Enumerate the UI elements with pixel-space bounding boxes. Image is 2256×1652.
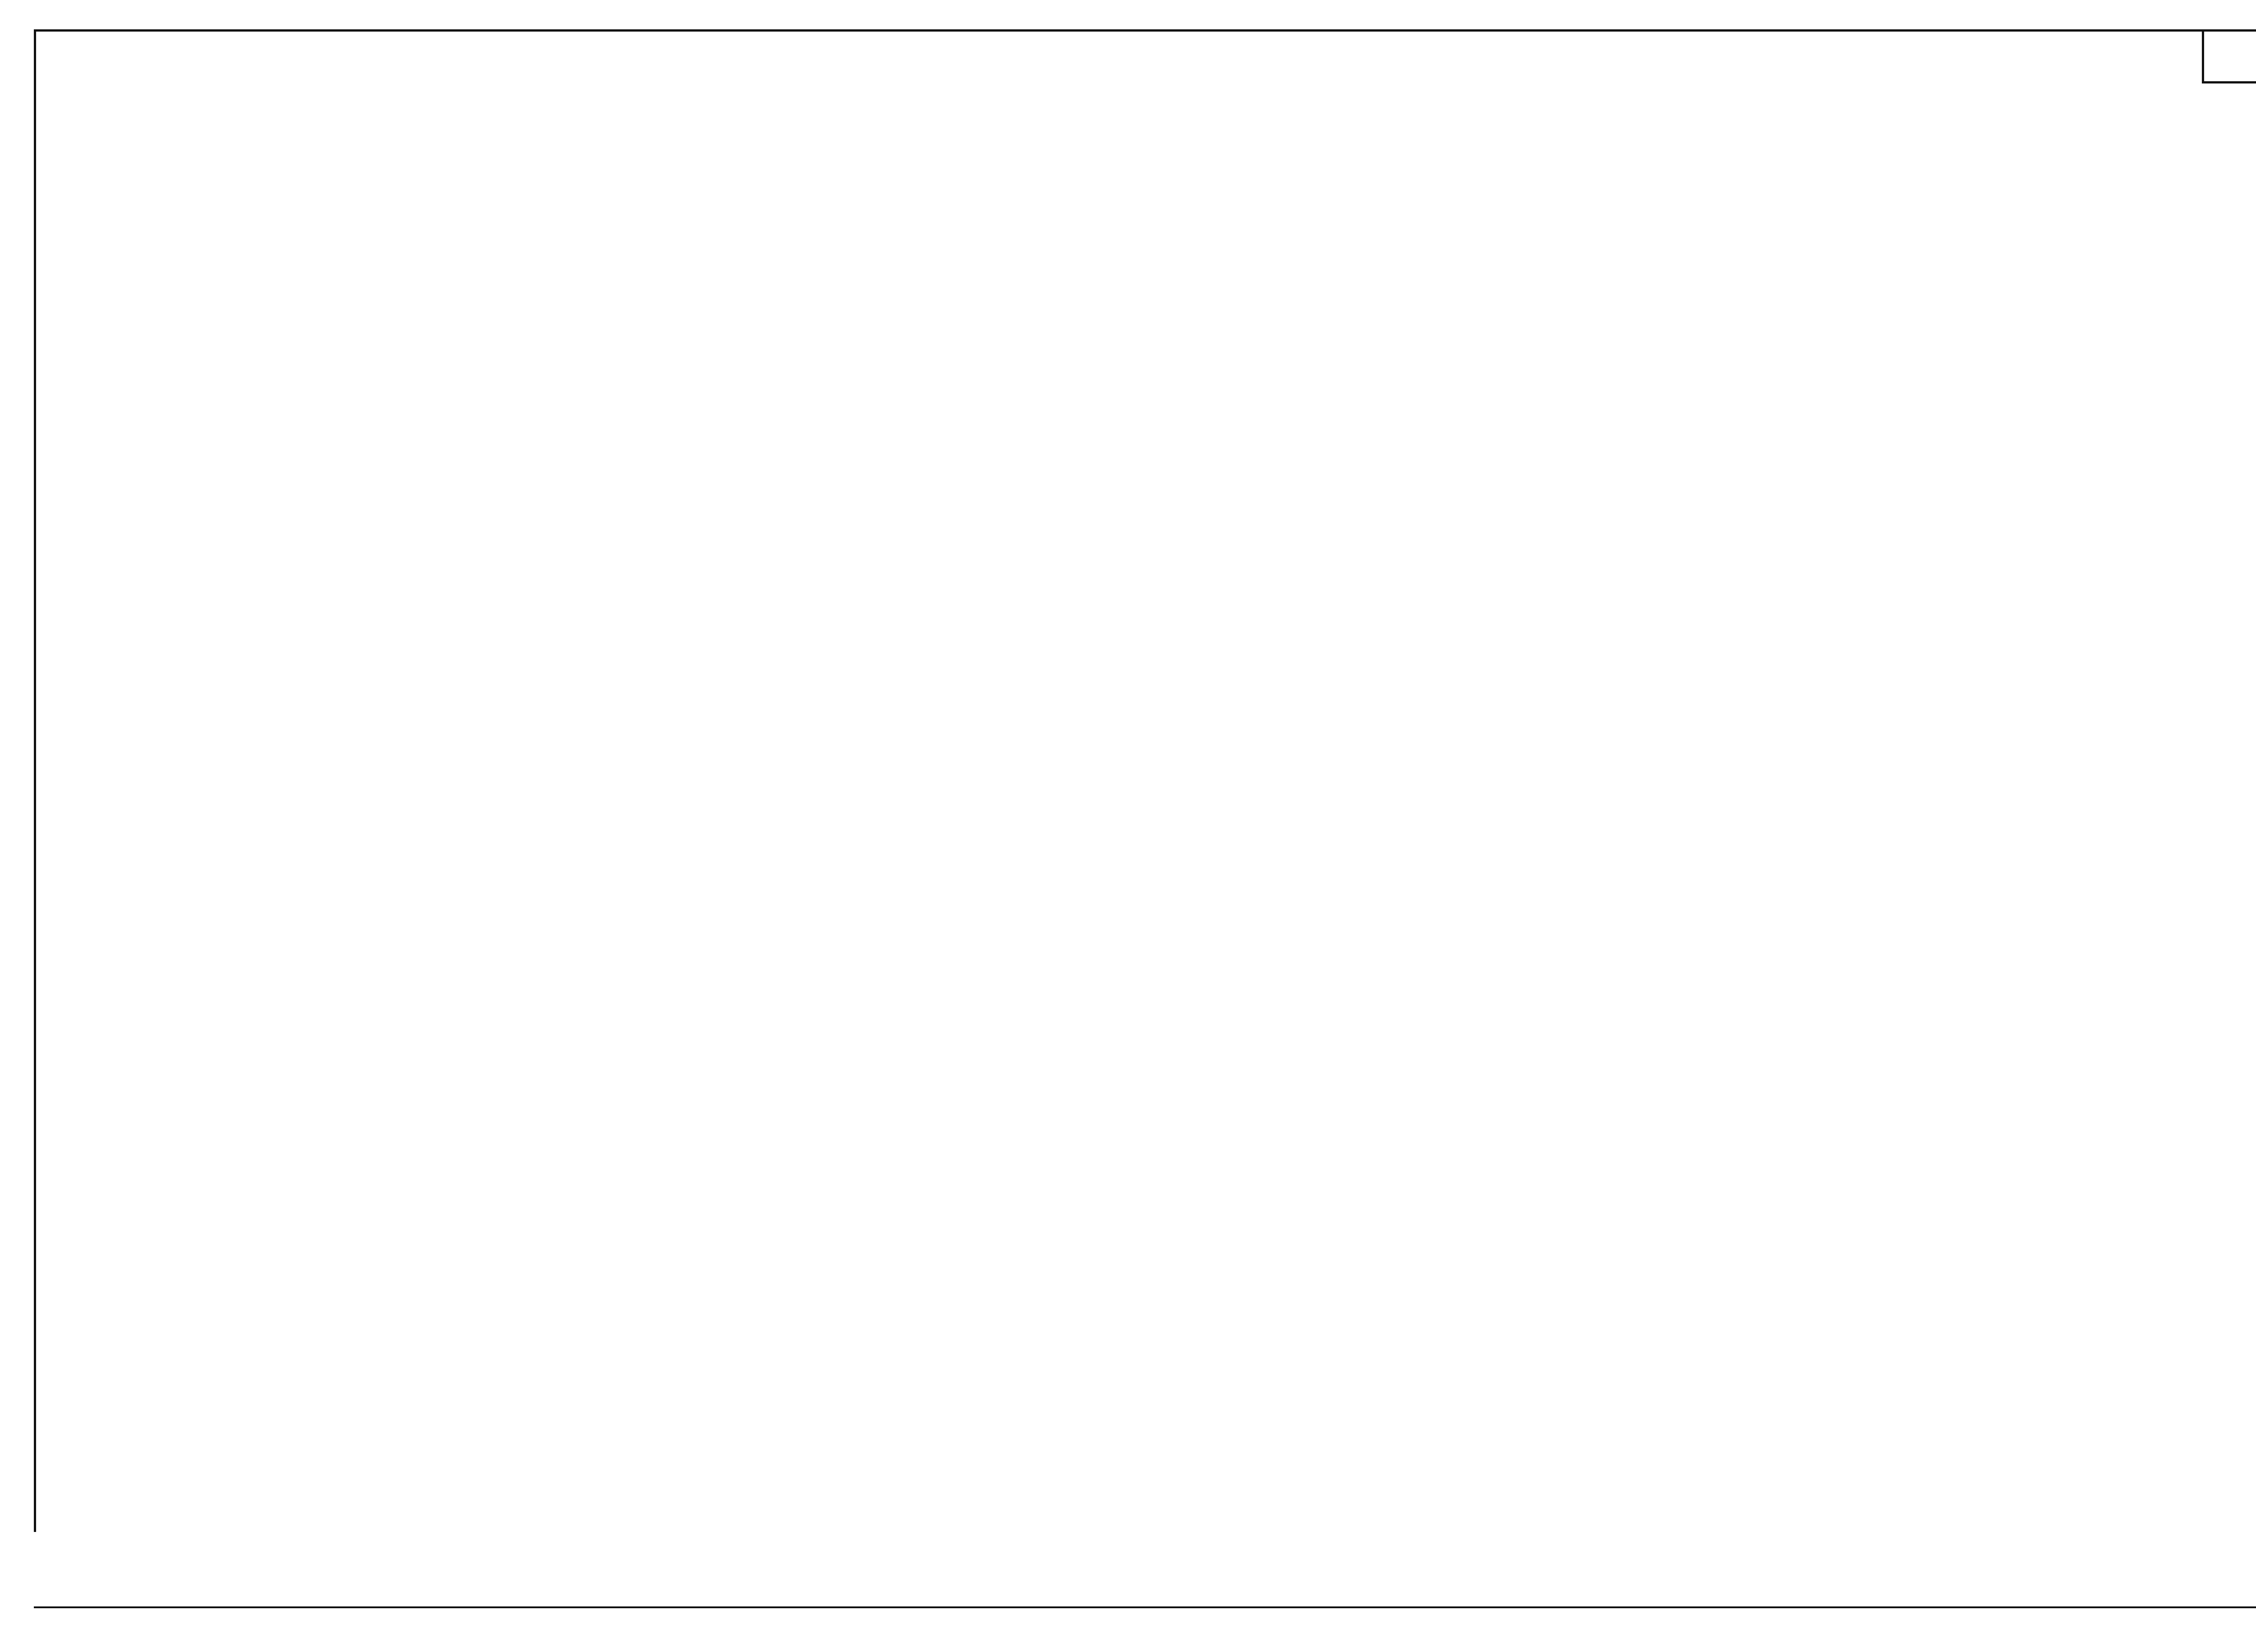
sheet-number-box	[2202, 29, 2256, 83]
drawing-frame	[34, 29, 2256, 1532]
footer-line	[34, 1606, 2256, 1608]
